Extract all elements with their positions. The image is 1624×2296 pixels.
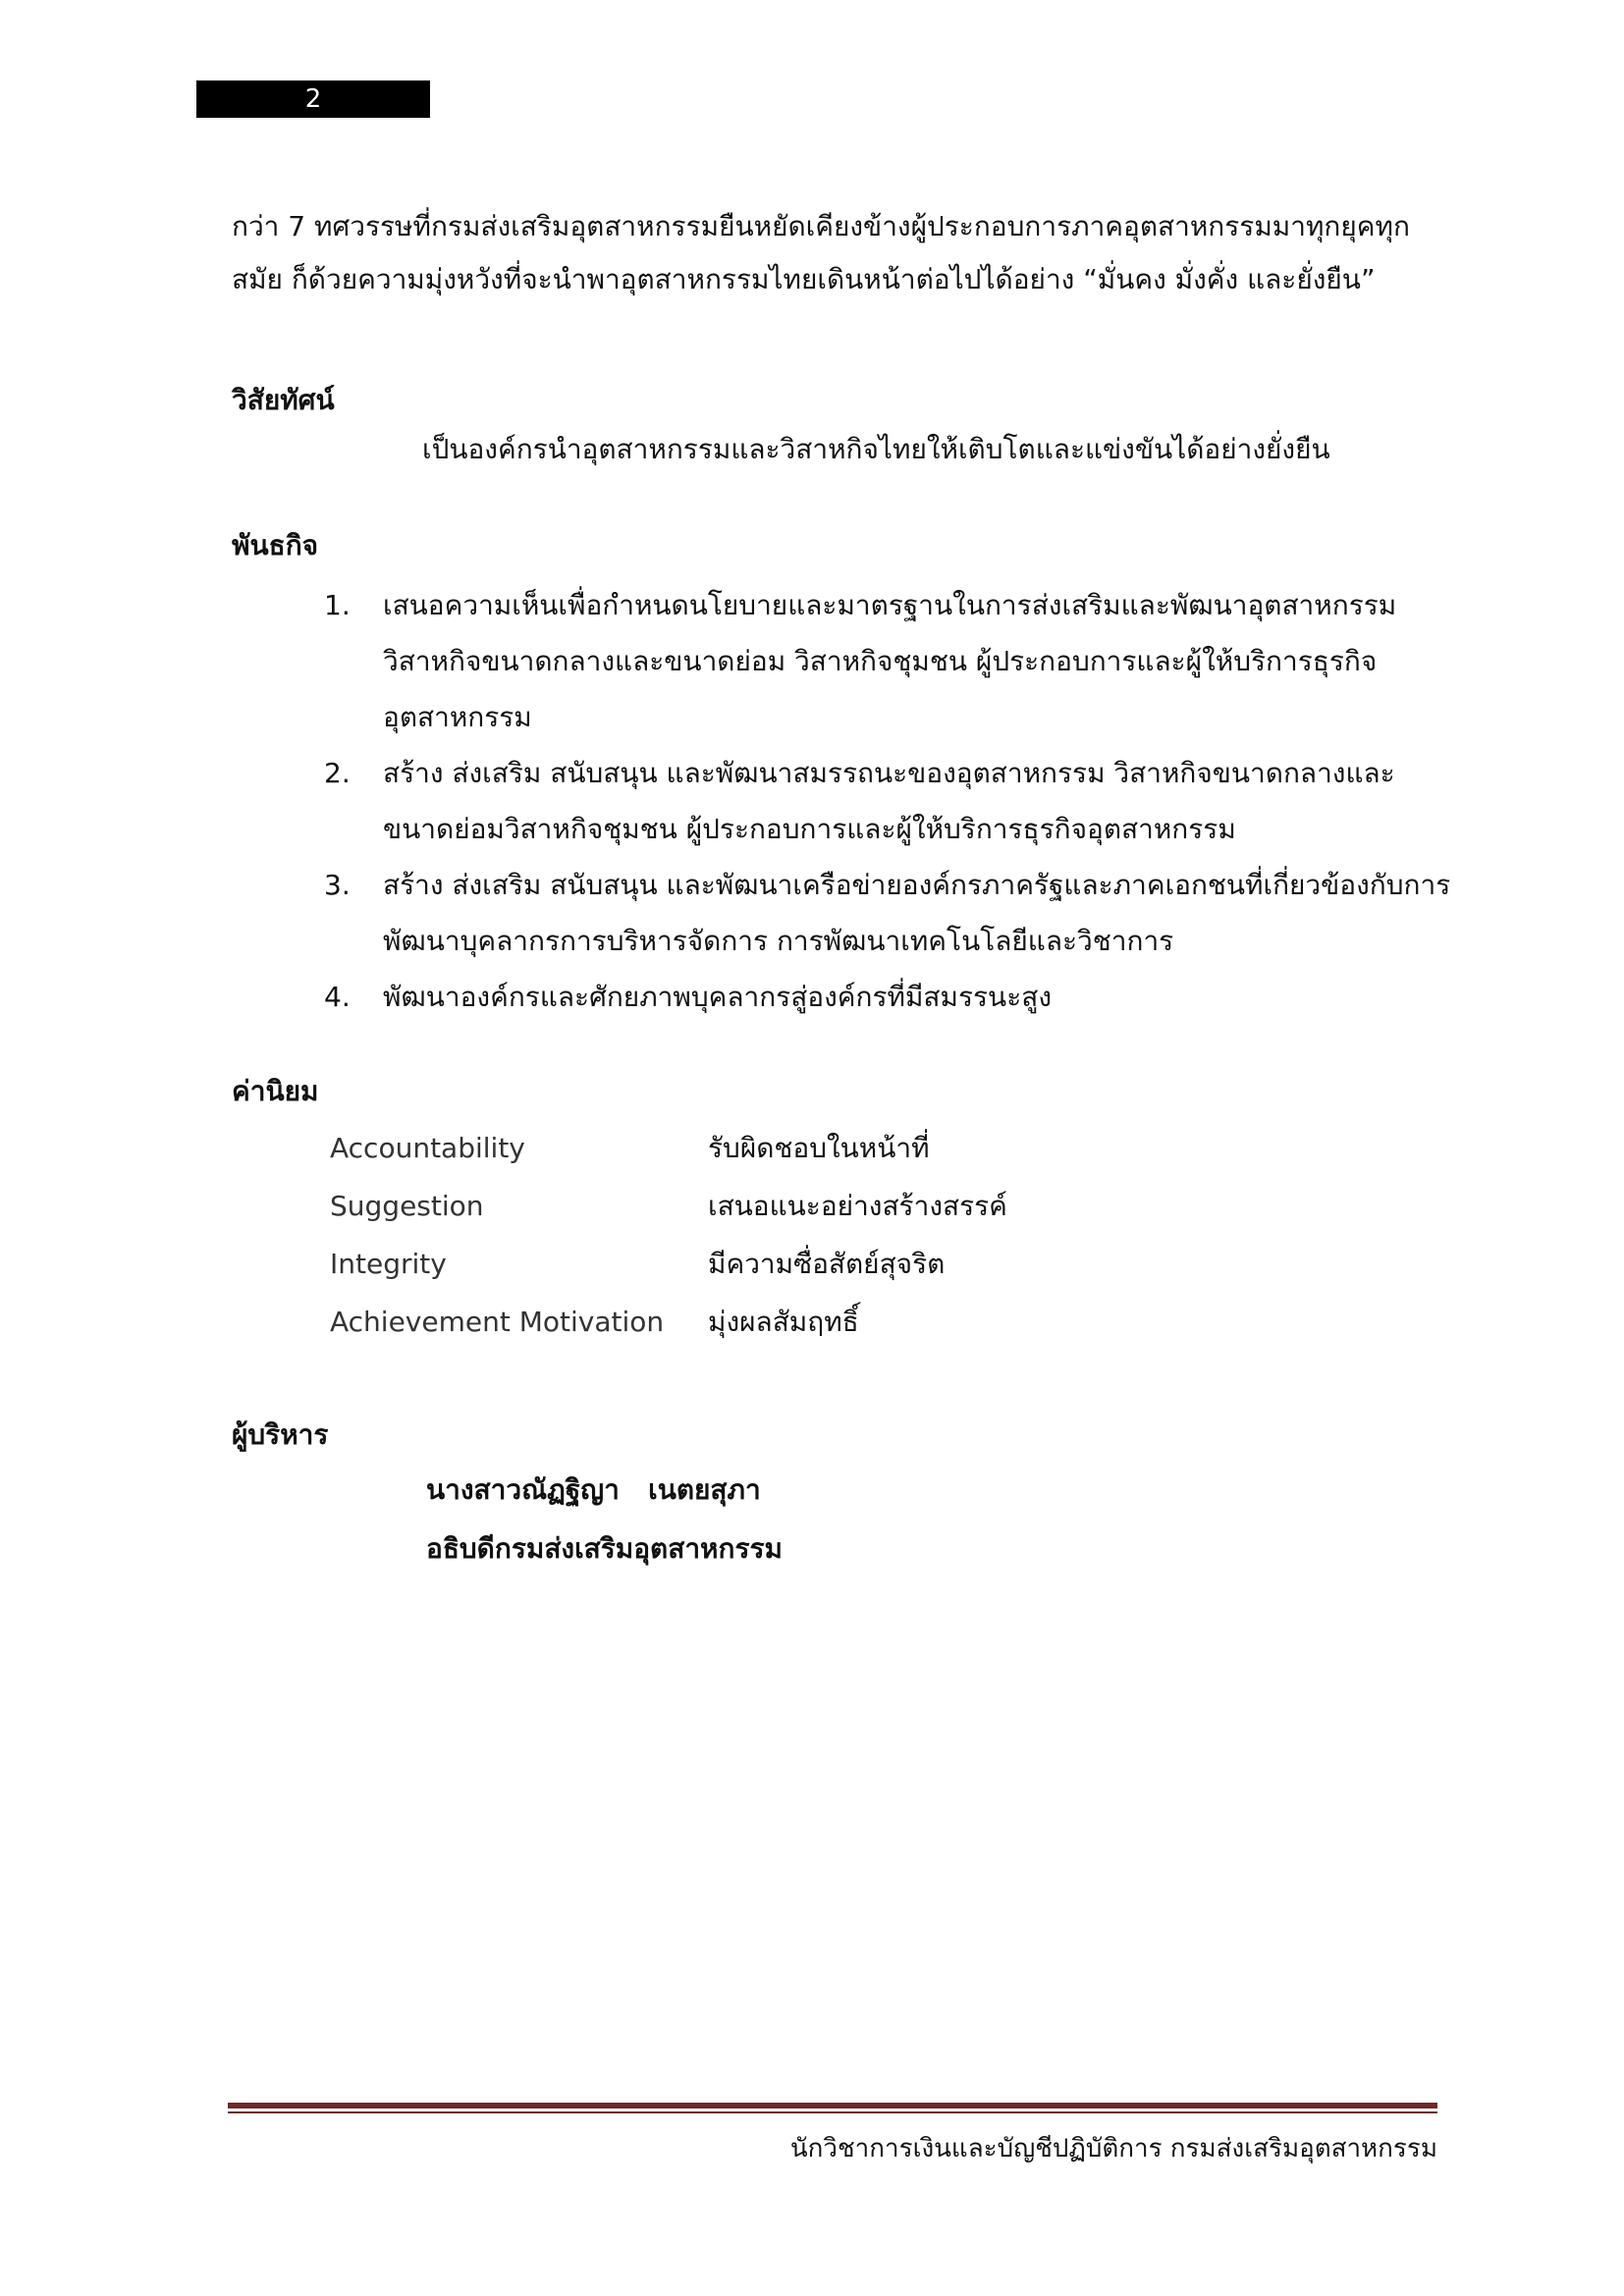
value-row: [330, 1119, 1007, 1177]
value-row: [330, 1293, 1007, 1351]
mission-line: สร้าง ส่งเสริม สนับสนุน และพัฒนาเครือข่ายองค์กรภาครัฐและภาคเอกชนที่เกี่ยวข้องกับการ: [383, 869, 1451, 901]
footer-rule-thin: [228, 2111, 1437, 2113]
value-en: Integrity: [330, 1248, 447, 1280]
value-th: มุ่งผลสัมฤทธิ์: [708, 1306, 859, 1338]
mission-line: พัฒนาองค์กรและศักยภาพบุคลากรสู่องค์กรที่มีสมรรนะสูง: [383, 981, 1052, 1013]
intro-line-1: กว่า 7 ทศวรรษที่กรมส่งเสริมอุตสาหกรรมยืนหยัดเคียงข้างผู้ประกอบการภาคอุตสาหกรรมมาทุกยุคทุก: [232, 210, 1410, 242]
value-th: มีความซื่อสัตย์สุจริต: [708, 1248, 946, 1280]
value-th: รับผิดชอบในหน้าที่: [708, 1132, 930, 1164]
mission-list: [324, 577, 1453, 1025]
mission-number: 1.: [324, 589, 351, 621]
executive-name: นางสาวณัฏฐิญา เนตยสุภา: [426, 1473, 761, 1506]
mission-text: [383, 577, 1453, 745]
mission-number: 4.: [324, 981, 351, 1013]
values-list: [330, 1119, 1007, 1351]
value-en: Achievement Motivation: [330, 1306, 665, 1338]
executive-heading: ผู้บริหาร: [232, 1418, 329, 1451]
mission-item: [324, 857, 1453, 969]
mission-line: สร้าง ส่งเสริม สนับสนุน และพัฒนาสมรรถนะของอุตสาหกรรม วิสาหกิจขนาดกลางและ: [383, 757, 1395, 789]
values-heading: ค่านิยม: [232, 1075, 319, 1107]
value-row: [330, 1235, 1007, 1293]
mission-heading: พันธกิจ: [232, 529, 319, 561]
page-number-tab: 2: [196, 80, 430, 118]
mission-text: [383, 969, 1453, 1025]
mission-item: [324, 745, 1453, 857]
vision-heading: วิสัยทัศน์: [232, 384, 335, 416]
intro-paragraph: [232, 200, 1449, 306]
mission-item: [324, 969, 1453, 1025]
mission-line: เสนอความเห็นเพื่อกำหนดนโยบายและมาตรฐานในการส่งเสริมและพัฒนาอุตสาหกรรม: [383, 589, 1397, 621]
mission-line: พัฒนาบุคลากรการบริหารจัดการ การพัฒนาเทคโนโลยีและวิชาการ: [383, 925, 1174, 957]
intro-line-2: สมัย ก็ด้วยความมุ่งหวังที่จะนำพาอุตสาหกรรมไทยเดินหน้าต่อไปได้อย่าง “มั่นคง มั่งคั่ง และยั่งยืน”: [232, 263, 1376, 295]
value-en: Suggestion: [330, 1190, 484, 1222]
mission-line: ขนาดย่อมวิสาหกิจชุมชน ผู้ประกอบการและผู้ให้บริการธุรกิจอุตสาหกรรม: [383, 813, 1236, 845]
footer-text: นักวิชาการเงินและบัญชีปฏิบัติการ กรมส่งเสริมอุตสาหกรรม: [789, 2134, 1437, 2163]
value-th: เสนอแนะอย่างสร้างสรรค์: [708, 1190, 1007, 1222]
mission-text: [383, 857, 1453, 969]
value-row: [330, 1177, 1007, 1235]
mission-number: 2.: [324, 757, 351, 789]
mission-text: [383, 745, 1453, 857]
executive-title: อธิบดีกรมส่งเสริมอุตสาหกรรม: [426, 1532, 783, 1565]
mission-line: อุตสาหกรรม: [383, 701, 532, 733]
mission-number: 3.: [324, 869, 351, 901]
vision-text: เป็นองค์กรนำอุตสาหกรรมและวิสาหกิจไทยให้เติบโตและแข่งขันได้อย่างยั่งยืน: [422, 433, 1330, 465]
footer-rule: [228, 2103, 1437, 2109]
value-en: Accountability: [330, 1132, 525, 1164]
mission-item: [324, 577, 1453, 745]
mission-line: วิสาหกิจขนาดกลางและขนาดย่อม วิสาหกิจชุมชน ผู้ประกอบการและผู้ให้บริการธุรกิจ: [383, 645, 1378, 677]
